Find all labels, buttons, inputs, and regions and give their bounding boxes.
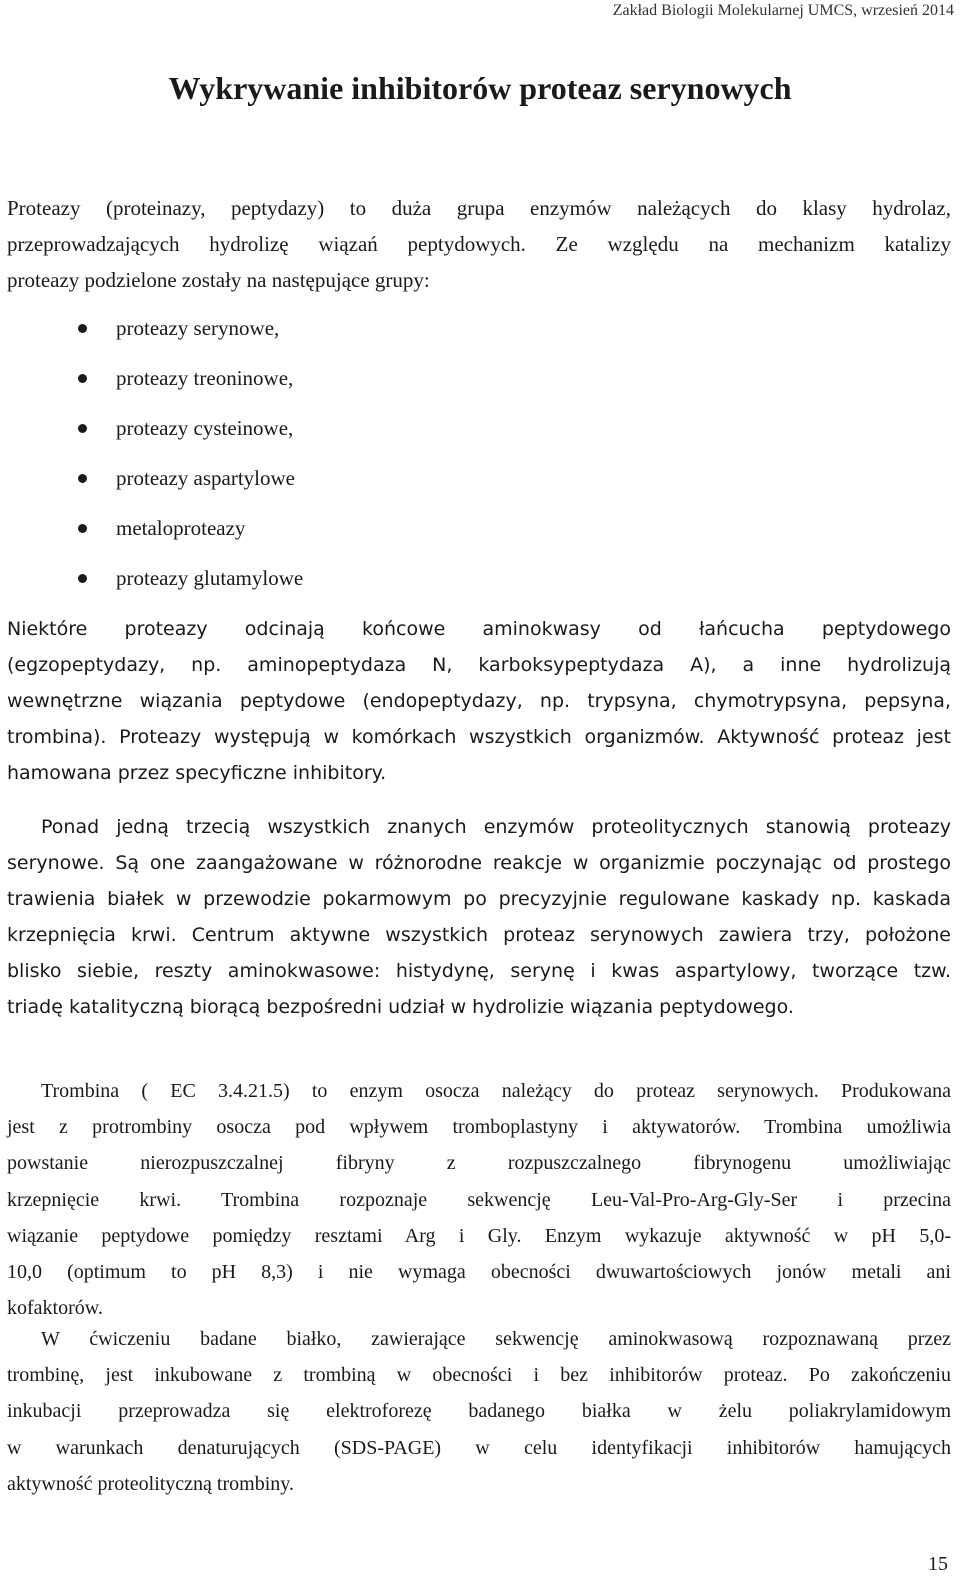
intro-line: proteazy podzielone zostały na następujące grupy:: [7, 268, 430, 292]
list-item-label: proteazy treoninowe,: [116, 366, 294, 390]
paragraph-line: 10,0 (optimum to pH 8,3) i nie wymaga obecności dwuwartościowych jonów metali ani: [7, 1261, 951, 1284]
bullet-icon: [78, 524, 87, 533]
paragraph-line: wiązanie peptydowe pomiędzy resztami Arg i Gly. Enzym wykazuje aktywność w pH 5,0-: [7, 1224, 951, 1247]
list-item-label: metaloproteazy: [116, 516, 246, 540]
paragraph-line: krzepnięcia krwi. Centrum aktywne wszystkich proteaz serynowych zawiera trzy, położone: [7, 924, 951, 946]
paragraph-line: inkubacji przeprowadza się elektroforezę badanego białka w żelu poliakrylamidowym: [7, 1400, 951, 1423]
paragraph-serine-proteases: [7, 809, 951, 1025]
paragraph-line: trombina). Proteazy występują w komórkach wszystkich organizmów. Aktywność proteaz jest: [7, 726, 951, 748]
intro-line: Proteazy (proteinazy, peptydazy) to duża grupa enzymów należących do klasy hydrolaz,: [7, 196, 951, 220]
paragraph-exercise: [7, 1321, 951, 1502]
paragraph-line: trombinę, jest inkubowane z trombiną w obecności i bez inhibitorów proteaz. Po zakończeniu: [7, 1364, 951, 1387]
paragraph-line: Ponad jedną trzecią wszystkich znanych enzymów proteolitycznych stanowią proteazy: [41, 816, 951, 838]
intro-paragraph: [7, 190, 951, 298]
bullet-icon: [78, 374, 87, 383]
bullet-icon: [78, 424, 87, 433]
header-note: Zakład Biologii Molekularnej UMCS, wrzesień 2014: [612, 2, 954, 19]
paragraph-line: krzepnięcie krwi. Trombina rozpoznaje sekwencję Leu-Val-Pro-Arg-Gly-Ser i przecina: [7, 1188, 951, 1211]
bullet-icon: [78, 574, 87, 583]
paragraph-line: Trombina ( EC 3.4.21.5) to enzym osocza należący do proteaz serynowych. Produkowana: [41, 1080, 951, 1102]
paragraph-line: wewnętrzne wiązania peptydowe (endopeptydazy, np. trypsyna, chymotrypsyna, pepsyna,: [7, 690, 951, 712]
list-item-label: proteazy aspartylowe: [116, 466, 296, 490]
paragraph-line: W ćwiczeniu badane białko, zawierające sekwencję aminokwasową rozpoznawaną przez: [41, 1328, 951, 1350]
paragraph-line: jest z protrombiny osocza pod wpływem tromboplastyny i aktywatorów. Trombina umożliwia: [7, 1116, 951, 1139]
page-title: Wykrywanie inhibitorów proteaz serynowych: [168, 70, 792, 106]
bullet-icon: [78, 474, 87, 483]
paragraph-line: Niektóre proteazy odcinają końcowe aminokwasy od łańcucha peptydowego: [7, 618, 951, 640]
list-item-label: proteazy cysteinowe,: [116, 416, 294, 440]
list-item: [78, 510, 303, 560]
paragraph-line: triadę katalityczną biorącą bezpośredni udział w hydrolizie wiązania peptydowego.: [7, 996, 794, 1018]
paragraph-line: blisko siebie, reszty aminokwasowe: histydynę, serynę i kwas aspartylowy, tworzące tzw.: [7, 960, 951, 982]
list-item: [78, 310, 303, 360]
paragraph-line: serynowe. Są one zaangażowane w różnorodne reakcje w organizmie poczynając od prostego: [7, 852, 951, 874]
list-item: [78, 560, 303, 610]
paragraph-exo-endo: [7, 611, 951, 791]
list-item-label: proteazy glutamylowe: [116, 566, 304, 590]
page-number: 15: [928, 1553, 948, 1575]
paragraph-line: w warunkach denaturujących (SDS-PAGE) w celu identyfikacji inhibitorów hamujących: [7, 1436, 951, 1459]
bullet-icon: [78, 324, 87, 333]
paragraph-line: hamowana przez specyficzne inhibitory.: [7, 762, 387, 784]
list-item: [78, 460, 303, 510]
list-item: [78, 360, 303, 410]
protease-groups-list: [78, 310, 303, 610]
paragraph-line: (egzopeptydazy, np. aminopeptydaza N, karboksypeptydaza A), a inne hydrolizują: [7, 654, 951, 676]
paragraph-line: trawienia białek w przewodzie pokarmowym po precyzyjnie regulowane kaskady np. kaskada: [7, 888, 951, 910]
list-item-label: proteazy serynowe,: [116, 316, 280, 340]
paragraph-line: powstanie nierozpuszczalnej fibryny z rozpuszczalnego fibrynogenu umożliwiając: [7, 1152, 951, 1175]
paragraph-line: aktywność proteolityczną trombiny.: [7, 1472, 294, 1495]
paragraph-line: kofaktorów.: [7, 1297, 103, 1320]
paragraph-thrombin: [7, 1073, 951, 1326]
list-item: [78, 410, 303, 460]
intro-line: przeprowadzających hydrolizę wiązań peptydowych. Ze względu na mechanizm katalizy: [7, 232, 951, 256]
